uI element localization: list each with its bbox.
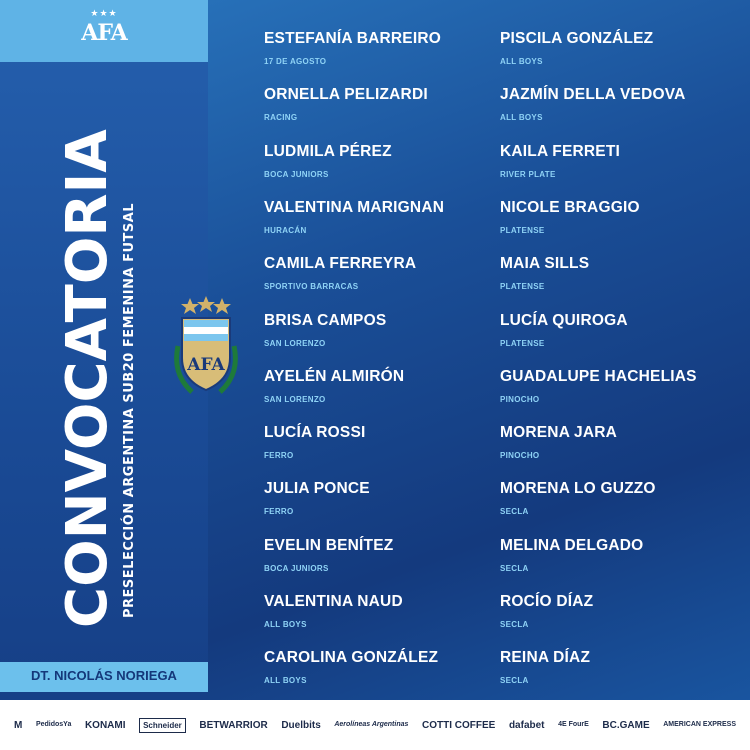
player-name: MAIA SILLS <box>500 255 590 273</box>
svg-text:AFA: AFA <box>187 355 225 375</box>
player-club: ALL BOYS <box>500 113 543 123</box>
player-club: SECLA <box>500 676 529 686</box>
player-name: ESTEFANÍA BARREIRO <box>264 30 441 47</box>
player-club: SECLA <box>500 563 529 573</box>
sponsor-pedidosya-logo: PedidosYa <box>35 721 72 728</box>
player-item <box>500 649 740 689</box>
player-item <box>500 30 740 70</box>
sponsor-mcdonalds-logo: M <box>14 719 23 731</box>
player-item <box>500 537 740 577</box>
player-club: ALL BOYS <box>500 57 543 66</box>
player-club: PLATENSE <box>500 338 545 348</box>
player-item <box>500 143 740 183</box>
sponsor-konami-logo: KONAMI <box>84 719 126 731</box>
player-list <box>0 22 750 692</box>
player-club: SECLA <box>500 507 529 517</box>
sponsor-schneider-logo: Schneider <box>139 718 186 733</box>
player-club: FERRO <box>264 451 294 461</box>
player-name: CAMILA FERREYRA <box>264 255 417 273</box>
player-item <box>264 255 504 295</box>
player-club: RACING <box>264 113 298 123</box>
player-name: REINA DÍAZ <box>500 649 591 667</box>
player-item <box>264 649 504 689</box>
player-item <box>264 312 504 352</box>
player-club: ALL BOYS <box>264 676 307 686</box>
player-item <box>264 199 504 239</box>
player-club: PINOCHO <box>500 394 540 404</box>
player-item <box>500 199 740 239</box>
player-club: BOCA JUNIORS <box>264 169 329 179</box>
sponsor-betwarrior-logo: BETWARRIOR <box>199 719 268 731</box>
player-item <box>500 255 740 295</box>
player-club: SAN LORENZO <box>264 338 326 348</box>
player-club: FERRO <box>264 507 294 517</box>
player-name: MELINA DELGADO <box>500 536 644 554</box>
player-name: AYELÉN ALMIRÓN <box>264 367 405 385</box>
player-name: JAZMÍN DELLA VEDOVA <box>500 86 686 104</box>
afa-logo: AFA <box>81 20 127 46</box>
player-name: LUCÍA ROSSI <box>264 424 366 442</box>
sponsor-foure-logo: 4E FourE <box>558 721 589 728</box>
player-name: MORENA LO GUZZO <box>500 480 656 498</box>
player-name: BRISA CAMPOS <box>264 311 387 329</box>
player-item <box>500 424 740 464</box>
player-name: CAROLINA GONZÁLEZ <box>264 649 439 667</box>
player-club: SPORTIVO BARRACAS <box>264 282 359 292</box>
player-item <box>500 312 740 352</box>
player-name: VALENTINA MARIGNAN <box>264 198 445 216</box>
player-club: SECLA <box>500 620 529 629</box>
sponsor-bcgame-logo: BC.GAME <box>602 719 650 731</box>
sponsor-dafabet-logo: dafabet <box>508 719 545 731</box>
player-item <box>264 368 504 408</box>
player-item <box>264 424 504 464</box>
player-name: JULIA PONCE <box>264 480 370 498</box>
player-item <box>264 143 504 183</box>
sponsor-aerolineas-logo: Aerolíneas Argentinas <box>334 721 409 728</box>
sponsor-amex-logo: AMERICAN EXPRESS <box>663 721 736 728</box>
player-item <box>500 593 740 633</box>
sponsor-cotti-logo: COTTI COFFEE <box>422 719 496 731</box>
player-name: GUADALUPE HACHELIAS <box>500 367 697 385</box>
sponsor-duelbits-logo: Duelbits <box>281 719 321 731</box>
player-club: PINOCHO <box>500 451 540 461</box>
player-item <box>264 30 504 70</box>
player-club: BOCA JUNIORS <box>264 563 329 573</box>
player-club: HURACÁN <box>264 225 307 235</box>
player-item <box>264 537 504 577</box>
coach-label: DT. NICOLÁS NORIEGA <box>31 668 177 683</box>
player-name: LUDMILA PÉREZ <box>264 142 392 160</box>
player-item <box>264 480 504 520</box>
sponsor-bar <box>0 700 750 750</box>
logo-stars-icon: ★★★ <box>90 8 118 18</box>
player-item <box>500 480 740 520</box>
page-title: CONVOCATORIA <box>55 129 120 628</box>
player-club: SAN LORENZO <box>264 394 326 404</box>
player-club: PLATENSE <box>500 225 545 235</box>
player-name: KAILA FERRETI <box>500 142 620 160</box>
player-item <box>264 86 504 126</box>
player-item <box>500 368 740 408</box>
player-name: ORNELLA PELIZARDI <box>264 86 428 104</box>
player-club: PLATENSE <box>500 282 545 292</box>
player-name: MORENA JARA <box>500 424 618 442</box>
player-club: ALL BOYS <box>264 620 307 629</box>
page-subtitle: PRESELECCIÓN ARGENTINA SUB20 FEMENINA FUTSAL <box>122 202 137 618</box>
player-name: PISCILA GONZÁLEZ <box>500 30 654 47</box>
player-name: LUCÍA QUIROGA <box>500 311 628 329</box>
player-club: 17 DE AGOSTO <box>264 57 327 66</box>
player-item <box>264 593 504 633</box>
player-club: RIVER PLATE <box>500 169 556 179</box>
player-name: NICOLE BRAGGIO <box>500 198 640 216</box>
player-item <box>500 86 740 126</box>
player-name: EVELIN BENÍTEZ <box>264 536 394 554</box>
player-name: ROCÍO DÍAZ <box>500 593 594 610</box>
player-name: VALENTINA NAUD <box>264 593 403 610</box>
